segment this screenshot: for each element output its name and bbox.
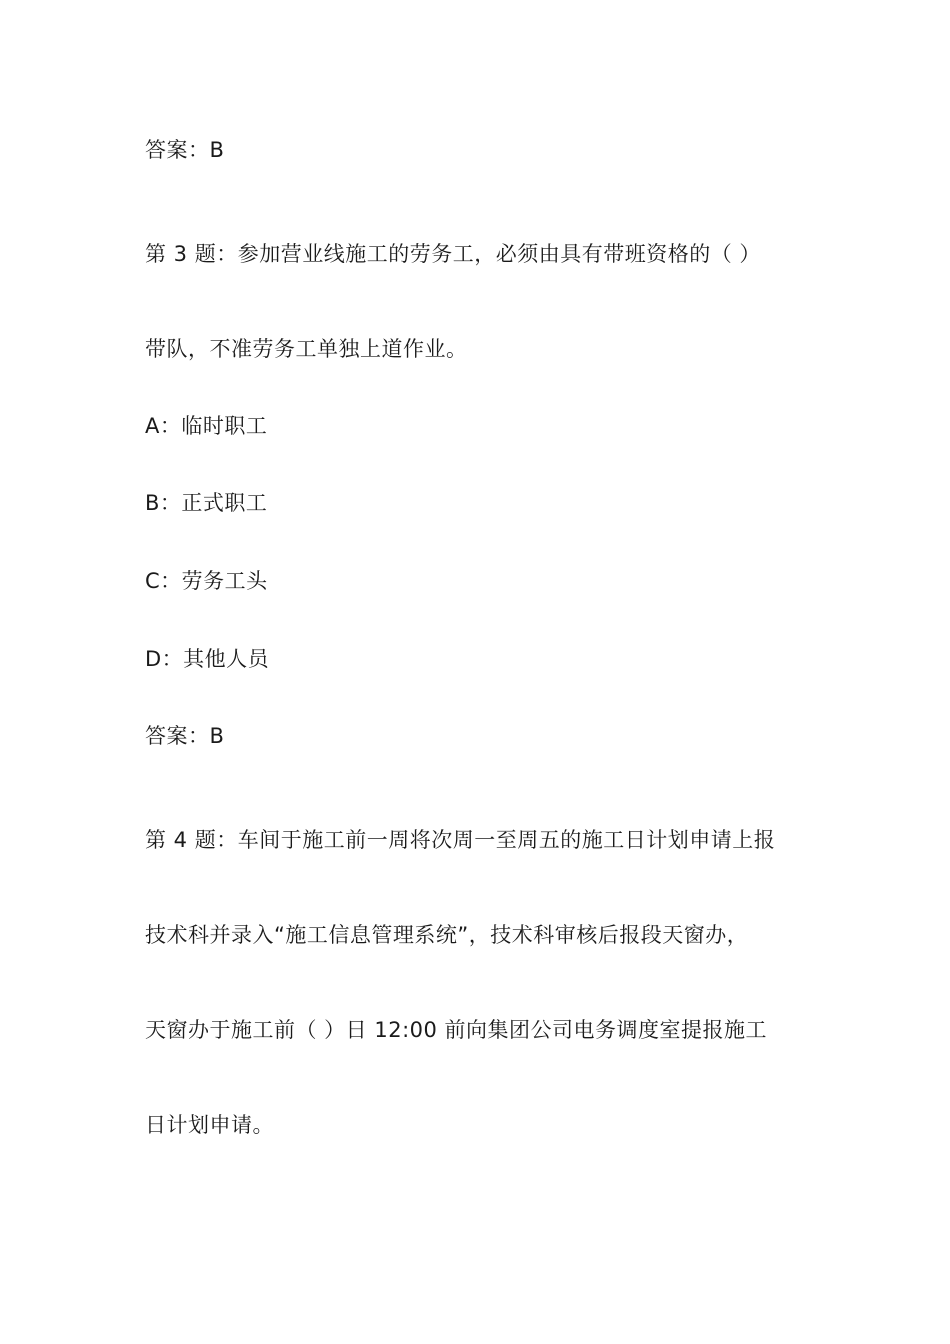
question-3-text-line-1: 第 3 题：参加营业线施工的劳务工，必须由具有带班资格的（ ）: [145, 242, 761, 266]
question-4-text-line-3: 天窗办于施工前（ ）日 12:00 前向集团公司电务调度室提报施工: [145, 1018, 768, 1042]
question-3-option-c: C：劳务工头: [145, 569, 268, 593]
question-3-text-line-2: 带队，不准劳务工单独上道作业。: [145, 337, 468, 361]
question-3-option-b: B：正式职工: [145, 491, 268, 515]
question-4-text-line-2: 技术科并录入“施工信息管理系统”，技术科审核后报段天窗办，: [145, 923, 749, 947]
question-3-option-a: A：临时职工: [145, 414, 268, 438]
question-3-answer: 答案：B: [145, 724, 225, 748]
question-4-text-line-4: 日计划申请。: [145, 1113, 274, 1137]
previous-answer: 答案：B: [145, 138, 225, 162]
question-4-text-line-1: 第 4 题：车间于施工前一周将次周一至周五的施工日计划申请上报: [145, 828, 776, 852]
question-3-option-d: D：其他人员: [145, 647, 270, 671]
